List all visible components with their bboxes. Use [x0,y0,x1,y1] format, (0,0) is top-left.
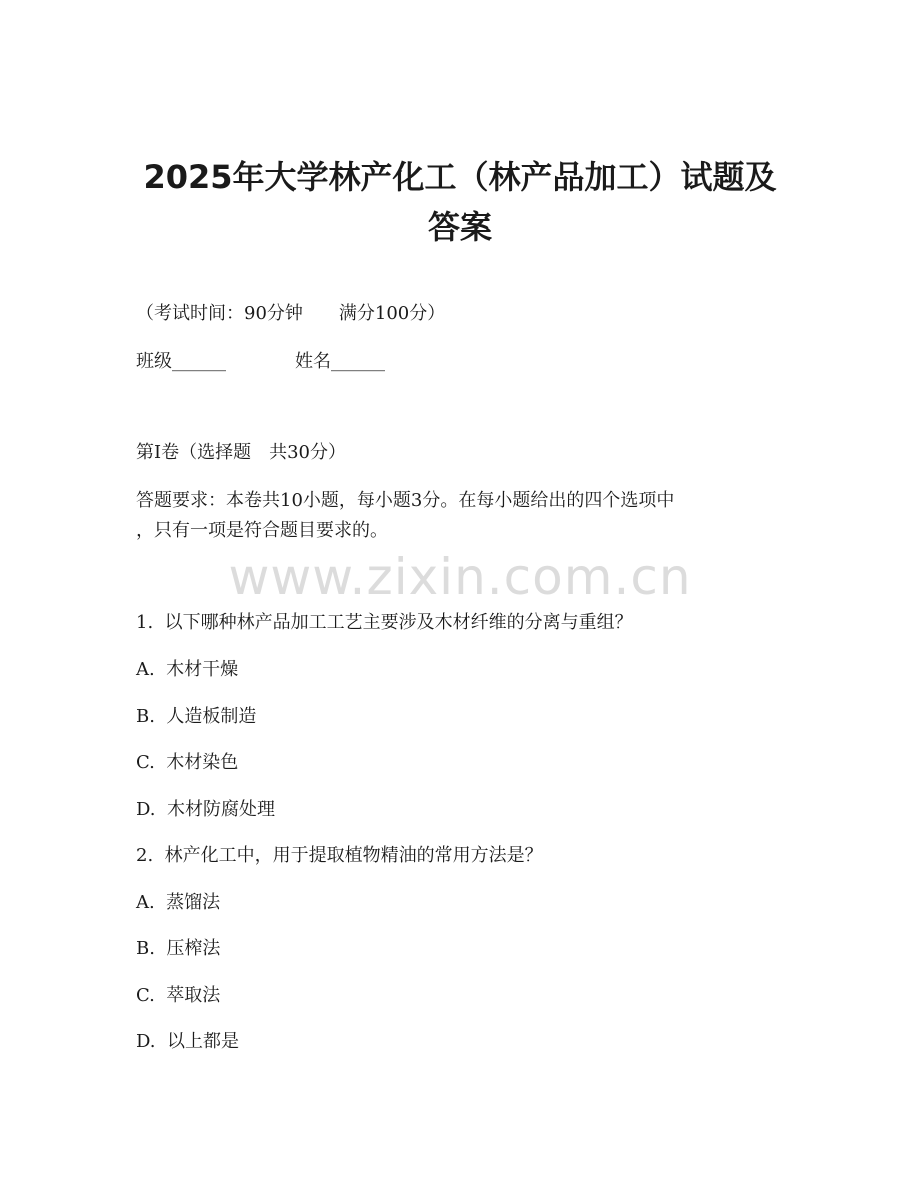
question-option: C. 萃取法 [136,985,221,1006]
question-stem: 1. 以下哪种林产品加工工艺主要涉及木材纤维的分离与重组？ [136,612,633,633]
question-option: B. 人造板制造 [136,706,257,727]
question-stem: 2. 林产化工中，用于提取植物精油的常用方法是？ [136,845,543,866]
class-field: 班级______ [136,351,226,372]
section-title: 第I卷（选择题 共30分） [136,442,347,463]
instructions-line-2: ，只有一项是符合题目要求的。 [136,520,388,541]
page-title [100,152,820,252]
question-option: A. 木材干燥 [136,659,239,680]
watermark: www.zixin.com.cn [228,548,692,606]
question-option: C. 木材染色 [136,752,239,773]
exam-info: （考试时间：90分钟 满分100分） [136,303,446,324]
name-field: 姓名______ [295,351,385,372]
question-option: B. 压榨法 [136,938,221,959]
title-line-1: 2025年大学林产化工（林产品加工）试题及 [143,158,777,196]
question-option: D. 木材防腐处理 [136,799,275,820]
title-line-2: 答案 [427,208,492,246]
question-option: A. 蒸馏法 [136,892,221,913]
question-option: D. 以上都是 [136,1031,239,1052]
instructions-line-1: 答题要求：本卷共10小题，每小题3分。在每小题给出的四个选项中 [136,490,675,511]
